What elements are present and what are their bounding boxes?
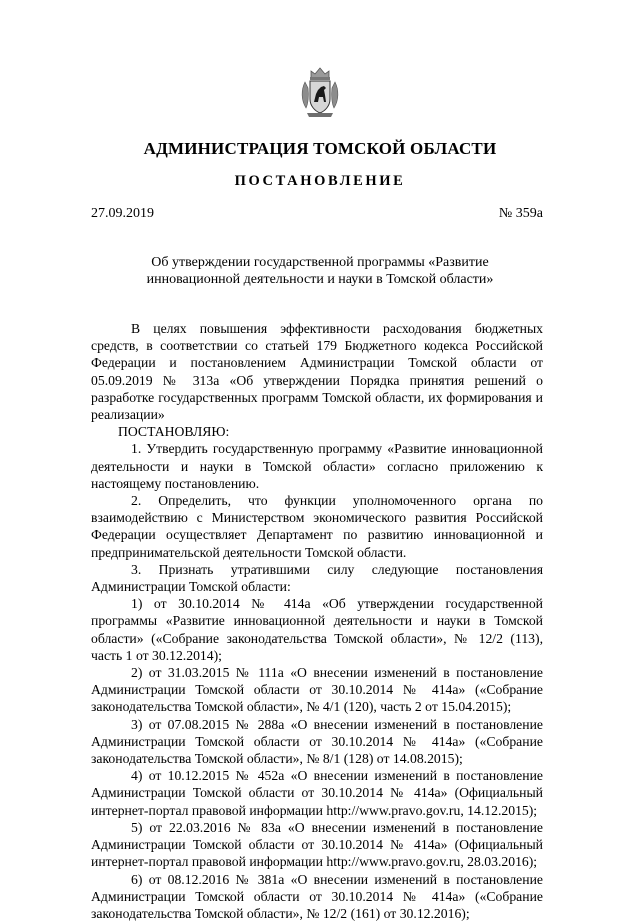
document-subject: Об утверждении государственной программы «Развитие инновационной деятельности и науки в Томской области»: [110, 254, 530, 288]
document-number: № 359а: [499, 206, 543, 222]
repealed-item-6: 6) от 08.12.2016 № 381а «О внесении изменений в постановление Администрации Томской области от 30.10.2014 № 414а» («Собрание законодательства Томской области», № 12/2 (161) от 30.12.2016);: [91, 871, 543, 922]
paragraph-3: 3. Признать утратившими силу следующие постановления Администрации Томской области:: [91, 561, 543, 595]
repealed-item-5: 5) от 22.03.2016 № 83а «О внесении изменений в постановление Администрации Томской области от 30.10.2014 № 414а» (Официальный интернет-портал правовой информации http://www.pravo.gov.ru, 28.03.2016);: [91, 819, 543, 871]
document-date: 27.09.2019: [91, 206, 154, 222]
repealed-item-1: 1) от 30.10.2014 № 414а «Об утверждении государственной программы «Развитие инновационной деятельности и науки в Томской области» («Собрание законодательства Томской области», № 12/2 (113), часть 1 от 30.12.2014);: [91, 595, 543, 664]
repealed-item-2: 2) от 31.03.2015 № 111а «О внесении изменений в постановление Администрации Томской области от 30.10.2014 № 414а» («Собрание законодательства Томской области», № 4/1 (120), часть 2 от 15.04.2015);: [91, 664, 543, 716]
organization-title: АДМИНИСТРАЦИЯ ТОМСКОЙ ОБЛАСТИ: [0, 139, 640, 159]
paragraph-1: 1. Утвердить государственную программу «Развитие инновационной деятельности и науки в Томской области» согласно приложению к настоящему постановлению.: [91, 440, 543, 492]
repealed-item-4: 4) от 10.12.2015 № 452а «О внесении изменений в постановление Администрации Томской области от 30.10.2014 № 414а» (Официальный интернет-портал правовой информации http://www.pravo.gov.ru, 14.12.2015);: [91, 767, 543, 819]
document-type: ПОСТАНОВЛЕНИЕ: [0, 173, 640, 190]
repealed-item-3: 3) от 07.08.2015 № 288а «О внесении изменений в постановление Администрации Томской области от 30.10.2014 № 414а» («Собрание законодательства Томской области», № 8/1 (128) от 14.08.2015);: [91, 716, 543, 768]
tomsk-region-coat-of-arms-icon: [299, 66, 341, 120]
document-body: [91, 320, 543, 922]
decree-word: ПОСТАНОВЛЯЮ:: [91, 423, 543, 440]
preamble-paragraph: В целях повышения эффективности расходования бюджетных средств, в соответствии со статьей 179 Бюджетного кодекса Российской Федерации и постановлением Администрации Томской области от 05.09.2019 № 313а «Об утверждении Порядка принятия решений о разработке государственных программ Томской области, их формирования и реализации»: [91, 320, 543, 423]
paragraph-2: 2. Определить, что функции уполномоченного органа по взаимодействию с Министерством экономического развития Российской Федерации осуществляет Департамент по развитию инновационной и предпринимательской деятельности Томской области.: [91, 492, 543, 561]
